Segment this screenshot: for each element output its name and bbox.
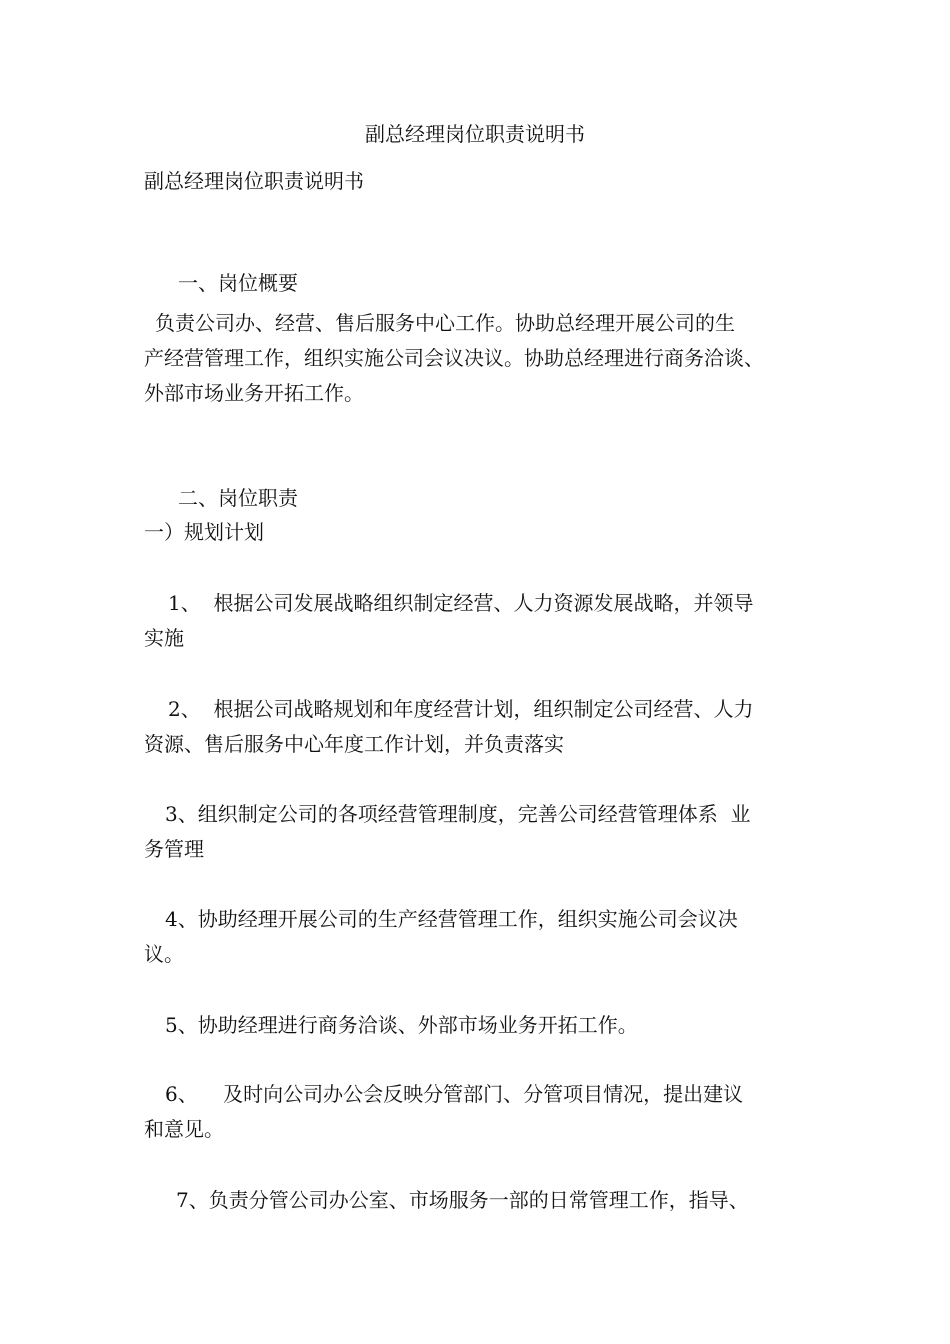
duty-item-4-line: 议。: [144, 942, 184, 966]
subsection-heading-planning: 一）规划计划: [144, 520, 264, 544]
duty-item-3-line: 3、组织制定公司的各项经营管理制度，完善公司经营管理体系 业: [165, 802, 751, 826]
overview-paragraph-line: 外部市场业务开拓工作。: [144, 381, 364, 405]
duty-item-4-line: 4、协助经理开展公司的生产经营管理工作，组织实施公司会议决: [165, 907, 738, 931]
duty-item-7-line: 7、负责分管公司办公室、市场服务一部的日常管理工作，指导、: [176, 1188, 749, 1212]
duty-item-1-line: 实施: [144, 626, 184, 650]
overview-paragraph-line: 负责公司办、经营、售后服务中心工作。协助总经理开展公司的生: [155, 311, 735, 335]
section-heading-duties: 二、岗位职责: [178, 486, 298, 510]
document-subtitle: 副总经理岗位职责说明书: [144, 169, 364, 193]
duty-item-3-line: 务管理: [144, 837, 204, 861]
duty-item-5-line: 5、协助经理进行商务洽谈、外部市场业务开拓工作。: [165, 1013, 638, 1037]
duty-item-2-line: 2、 根据公司战略规划和年度经营计划，组织制定公司经营、人力: [168, 697, 754, 721]
duty-item-2-line: 资源、售后服务中心年度工作计划，并负责落实: [144, 732, 564, 756]
duty-item-6-line: 和意见。: [144, 1117, 224, 1141]
section-heading-overview: 一、岗位概要: [178, 271, 298, 295]
duty-item-1-line: 1、 根据公司发展战略组织制定经营、人力资源发展战略，并领导: [168, 591, 754, 615]
overview-paragraph-line: 产经营管理工作，组织实施公司会议决议。协助总经理进行商务洽谈、: [144, 346, 764, 370]
document-title: 副总经理岗位职责说明书: [365, 122, 585, 146]
duty-item-6-line: 6、 及时向公司办公会反映分管部门、分管项目情况，提出建议: [165, 1082, 744, 1106]
